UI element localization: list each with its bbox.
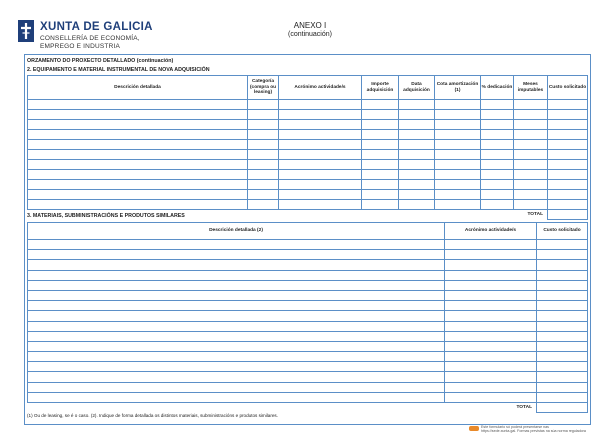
materials-cell[interactable] [28,372,445,382]
materials-cell[interactable] [445,280,537,290]
materials-cell[interactable] [445,290,537,300]
equipment-cell[interactable] [248,140,279,150]
equipment-cell[interactable] [399,170,435,180]
col-requested-cost: Custo solicitado [548,76,588,100]
materials-cell[interactable] [445,331,537,341]
equipment-cell[interactable] [279,130,362,140]
equipment-row [28,100,588,110]
materials-cell[interactable] [28,311,445,321]
materials-row [28,311,588,321]
equipment-cell[interactable] [435,130,481,140]
materials-row [28,290,588,300]
materials-total-row [28,403,588,413]
equipment-cell[interactable] [28,140,248,150]
equipment-row [28,110,588,120]
equipment-cell[interactable] [28,160,248,170]
equipment-cell[interactable] [435,150,481,160]
equipment-cell[interactable] [362,130,399,140]
equipment-cell[interactable] [362,160,399,170]
materials-row [28,331,588,341]
footnote: (1) Ou de leasing, se é o caso. (2). Indique de forma detallada os distintos materiais, subministracións e produtos similares. [27,413,278,418]
materials-cell[interactable] [28,301,445,311]
col-requested-cost: Custo solicitado [537,223,588,240]
equipment-cell[interactable] [399,200,435,210]
materials-row [28,352,588,362]
equipment-cell[interactable] [481,100,514,110]
equipment-cell[interactable] [435,120,481,130]
equipment-cell[interactable] [481,170,514,180]
electronic-submission-note [481,425,611,433]
equipment-cell[interactable] [481,110,514,120]
materials-cell[interactable] [537,362,588,372]
equipment-cell[interactable] [279,140,362,150]
col-description: Descrición detallada [28,76,248,100]
materials-cell[interactable] [537,270,588,280]
equipment-row [28,150,588,160]
equipment-total-cell[interactable] [548,210,588,220]
equipment-header-row [28,76,588,100]
equipment-cell[interactable] [435,200,481,210]
materials-cell[interactable] [537,280,588,290]
equipment-cell[interactable] [248,180,279,190]
stamp-note-line-2: https://sede.xunta.gal. Formas previstas na súa norma reguladora [481,429,586,434]
equipment-cell[interactable] [435,160,481,170]
equipment-cell[interactable] [548,170,588,180]
equipment-cell[interactable] [248,190,279,200]
materials-cell[interactable] [537,290,588,300]
materials-cell[interactable] [537,250,588,260]
col-amortization-share: Cota amortización (1) [435,76,481,100]
col-dedication-percent: % dedicación [481,76,514,100]
equipment-cell[interactable] [399,150,435,160]
equipment-cell[interactable] [248,150,279,160]
materials-cell[interactable] [537,240,588,250]
equipment-cell[interactable] [548,180,588,190]
equipment-cell[interactable] [514,120,548,130]
materials-cell[interactable] [445,301,537,311]
materials-row [28,250,588,260]
materials-cell[interactable] [445,240,537,250]
col-category: Categoría (compra ou leasing) [248,76,279,100]
equipment-cell[interactable] [279,160,362,170]
equipment-cell[interactable] [362,180,399,190]
equipment-cell[interactable] [248,170,279,180]
materials-section-title: 3. MATERIAIS, SUBMINISTRACIÓNS E PRODUTOS SIMILARES [27,213,185,219]
equipment-cell[interactable] [435,180,481,190]
equipment-cell[interactable] [248,160,279,170]
equipment-cell[interactable] [548,140,588,150]
equipment-cell[interactable] [28,130,248,140]
materials-cell[interactable] [445,341,537,351]
materials-cell[interactable] [445,372,537,382]
equipment-cell[interactable] [514,190,548,200]
equipment-cell[interactable] [481,130,514,140]
equipment-cell[interactable] [481,190,514,200]
materials-cell[interactable] [28,352,445,362]
materials-table [27,222,588,413]
materials-cell[interactable] [445,260,537,270]
equipment-cell[interactable] [548,160,588,170]
materials-row [28,280,588,290]
department-line-2: EMPREGO E INDUSTRIA [40,43,121,50]
col-description: Descrición detallada (2) [28,223,445,240]
materials-cell[interactable] [28,260,445,270]
materials-header-row [28,223,588,240]
materials-cell[interactable] [28,382,445,392]
materials-cell[interactable] [445,311,537,321]
equipment-section-title: 2. EQUIPAMENTO E MATERIAL INSTRUMENTAL DE NOVA ADQUISICIÓN [27,67,210,73]
equipment-cell[interactable] [279,150,362,160]
col-acquisition-amount: Importe adquisición [362,76,399,100]
equipment-cell[interactable] [514,160,548,170]
equipment-cell[interactable] [548,100,588,110]
equipment-cell[interactable] [548,190,588,200]
equipment-cell[interactable] [481,160,514,170]
equipment-cell[interactable] [362,170,399,180]
equipment-cell[interactable] [514,150,548,160]
equipment-row [28,190,588,200]
equipment-cell[interactable] [28,180,248,190]
materials-row [28,301,588,311]
equipment-cell[interactable] [399,130,435,140]
equipment-cell[interactable] [28,200,248,210]
materials-cell[interactable] [537,392,588,402]
equipment-cell[interactable] [514,170,548,180]
materials-row [28,321,588,331]
materials-cell[interactable] [537,372,588,382]
materials-row [28,341,588,351]
materials-row [28,270,588,280]
materials-cell[interactable] [537,352,588,362]
materials-cell[interactable] [445,321,537,331]
materials-cell[interactable] [445,382,537,392]
materials-cell[interactable] [445,250,537,260]
equipment-cell[interactable] [362,110,399,120]
equipment-cell[interactable] [362,190,399,200]
equipment-cell[interactable] [481,180,514,190]
equipment-cell[interactable] [514,200,548,210]
materials-cell[interactable] [28,321,445,331]
materials-cell[interactable] [445,270,537,280]
equipment-cell[interactable] [28,190,248,200]
equipment-cell[interactable] [362,140,399,150]
materials-cell[interactable] [537,341,588,351]
equipment-cell[interactable] [248,110,279,120]
equipment-cell[interactable] [548,200,588,210]
materials-cell[interactable] [537,321,588,331]
col-activity-acronym: Acrónimo actividade/s [279,76,362,100]
equipment-cell[interactable] [435,110,481,120]
equipment-cell[interactable] [435,170,481,180]
materials-cell[interactable] [28,270,445,280]
equipment-cell[interactable] [514,100,548,110]
equipment-cell[interactable] [279,110,362,120]
equipment-cell[interactable] [399,100,435,110]
department-line-1: CONSELLERÍA DE ECONOMÍA, [40,35,140,42]
materials-row [28,362,588,372]
materials-cell[interactable] [445,392,537,402]
equipment-cell[interactable] [279,180,362,190]
equipment-cell[interactable] [399,110,435,120]
equipment-cell[interactable] [514,130,548,140]
stamp-note-line-1: Este formulario só poderá presentarse nas [481,425,549,429]
equipment-cell[interactable] [279,200,362,210]
equipment-cell[interactable] [362,120,399,130]
materials-cell[interactable] [28,240,445,250]
materials-row [28,260,588,270]
materials-cell[interactable] [537,331,588,341]
materials-cell[interactable] [537,260,588,270]
equipment-cell[interactable] [514,180,548,190]
equipment-cell[interactable] [481,200,514,210]
materials-cell[interactable] [537,311,588,321]
section-title: ORZAMENTO DO PROXECTO DETALLADO (continuación) [27,58,174,64]
materials-row [28,240,588,250]
equipment-row [28,160,588,170]
equipment-row [28,140,588,150]
equipment-cell[interactable] [435,190,481,200]
col-activity-acronym: Acrónimo actividade/s [445,223,537,240]
equipment-cell[interactable] [514,140,548,150]
materials-cell[interactable] [28,362,445,372]
equipment-row [28,200,588,210]
annex-subtitle: (continuación) [288,31,332,38]
equipment-cell[interactable] [279,170,362,180]
materials-row [28,382,588,392]
materials-cell[interactable] [537,301,588,311]
xunta-logo-icon [18,20,34,42]
equipment-cell[interactable] [28,110,248,120]
equipment-cell[interactable] [28,100,248,110]
equipment-cell[interactable] [548,130,588,140]
equipment-cell[interactable] [362,150,399,160]
equipment-cell[interactable] [481,120,514,130]
materials-cell[interactable] [28,331,445,341]
materials-cell[interactable] [28,280,445,290]
equipment-cell[interactable] [279,100,362,110]
equipment-cell[interactable] [399,120,435,130]
equipment-cell[interactable] [399,140,435,150]
materials-cell[interactable] [28,250,445,260]
col-acquisition-date: Data adquisición [399,76,435,100]
equipment-cell[interactable] [248,120,279,130]
equipment-cell[interactable] [548,150,588,160]
equipment-cell[interactable] [248,200,279,210]
equipment-cell[interactable] [28,150,248,160]
equipment-row [28,130,588,140]
equipment-cell[interactable] [435,100,481,110]
materials-cell[interactable] [28,341,445,351]
annex-title: ANEXO I [293,21,327,30]
equipment-cell[interactable] [481,140,514,150]
col-chargeable-months: Meses imputables [514,76,548,100]
equipment-cell[interactable] [28,170,248,180]
equipment-cell[interactable] [28,120,248,130]
materials-cell[interactable] [537,382,588,392]
equipment-cell[interactable] [362,200,399,210]
materials-cell[interactable] [28,290,445,300]
materials-total-label: TOTAL [28,403,537,413]
equipment-cell[interactable] [399,160,435,170]
equipment-cell[interactable] [481,150,514,160]
materials-row [28,372,588,382]
equipment-cell[interactable] [399,190,435,200]
materials-total-cell[interactable] [537,403,588,413]
equipment-cell[interactable] [548,110,588,120]
equipment-cell[interactable] [362,100,399,110]
equipment-row [28,180,588,190]
equipment-row [28,120,588,130]
equipment-cell[interactable] [248,130,279,140]
equipment-cell[interactable] [514,110,548,120]
equipment-table [27,75,588,220]
materials-cell[interactable] [445,362,537,372]
equipment-cell[interactable] [279,190,362,200]
materials-cell[interactable] [28,392,445,402]
equipment-cell[interactable] [435,140,481,150]
equipment-cell[interactable] [279,120,362,130]
equipment-cell[interactable] [248,100,279,110]
electronic-stamp-icon [469,426,479,431]
materials-cell[interactable] [445,352,537,362]
equipment-cell[interactable] [399,180,435,190]
equipment-cell[interactable] [548,120,588,130]
materials-row [28,392,588,402]
org-name: XUNTA DE GALICIA [40,21,153,33]
equipment-row [28,170,588,180]
equipment-total-label: TOTAL [28,210,548,220]
